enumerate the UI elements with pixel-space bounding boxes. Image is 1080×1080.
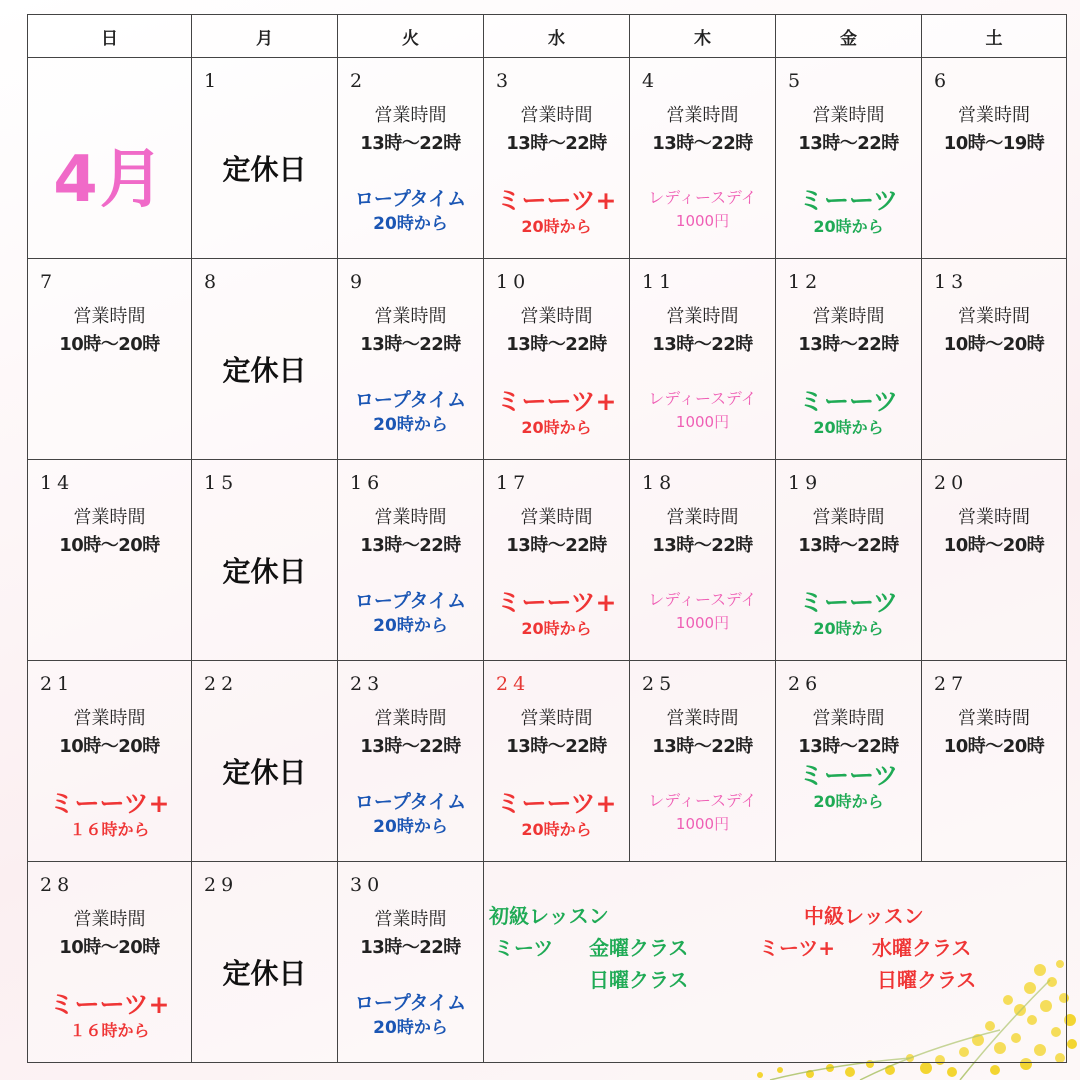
day-cell-25 <box>630 661 776 862</box>
hours-label: 営業時間 <box>958 306 1030 327</box>
hours-time: 10時〜20時 <box>59 736 160 757</box>
day-number: 20 <box>934 472 969 494</box>
beginner-class-friday: 金曜クラス <box>589 936 689 960</box>
hours-time: 13時〜22時 <box>506 535 607 556</box>
day-cell-5 <box>776 58 922 259</box>
hours-label: 営業時間 <box>812 708 885 729</box>
day-cell-23 <box>338 661 484 862</box>
event-start: 20時から <box>373 616 448 636</box>
ladies-day-price: 1000円 <box>675 614 730 632</box>
meets-event: ミーーツ <box>798 588 898 617</box>
rope-time-event: ロープタイム <box>354 590 467 612</box>
day-number: 18 <box>642 472 677 494</box>
day-cell-11 <box>630 259 776 460</box>
day-number: 5 <box>788 70 806 92</box>
day-cell-8 <box>192 259 338 460</box>
meets-plus-event: ミーーツ+ <box>496 186 617 215</box>
hours-time: 10時〜20時 <box>59 535 160 556</box>
closed-label: 定休日 <box>222 354 307 387</box>
closed-label: 定休日 <box>222 957 307 990</box>
day-cell-13 <box>922 259 1067 460</box>
day-number: 4 <box>642 70 660 92</box>
day-cell-6 <box>922 58 1067 259</box>
day-number: 24 <box>496 673 531 695</box>
day-number: 11 <box>642 271 677 293</box>
day-cell-14 <box>28 460 192 661</box>
intermediate-lesson-title: 中級レッスン <box>804 904 924 928</box>
hours-time: 13時〜22時 <box>652 736 753 757</box>
ladies-day-price: 1000円 <box>675 212 730 230</box>
event-start: 20時から <box>521 820 592 839</box>
day-number: 19 <box>788 472 823 494</box>
day-cell-27 <box>922 661 1067 862</box>
day-number: 3 <box>496 70 514 92</box>
day-cell-19 <box>776 460 922 661</box>
event-start: 20時から <box>521 418 592 437</box>
weekday-sun: 日 <box>28 15 192 58</box>
hours-time: 13時〜22時 <box>360 736 461 757</box>
hours-time: 10時〜19時 <box>943 133 1045 154</box>
day-cell-2 <box>338 58 484 259</box>
month-title: 4月 <box>53 143 166 217</box>
beginner-lesson-title: 初級レッスン <box>489 904 609 928</box>
hours-label: 営業時間 <box>812 507 885 528</box>
day-cell-28 <box>28 862 192 1063</box>
event-start: 20時から <box>373 817 448 837</box>
day-number: 17 <box>496 472 531 494</box>
day-cell-21 <box>28 661 192 862</box>
day-cell-3 <box>484 58 630 259</box>
hours-label: 営業時間 <box>73 909 146 930</box>
event-start: 20時から <box>813 418 884 437</box>
event-start: 20時から <box>813 619 884 638</box>
day-number: 9 <box>350 271 368 293</box>
day-cell-15 <box>192 460 338 661</box>
day-number: 27 <box>934 673 969 695</box>
hours-label: 営業時間 <box>520 306 593 327</box>
hours-label: 営業時間 <box>374 306 447 327</box>
hours-label: 営業時間 <box>73 708 146 729</box>
hours-label: 営業時間 <box>666 306 739 327</box>
day-number: 21 <box>40 673 75 695</box>
hours-label: 営業時間 <box>666 708 739 729</box>
day-cell-22 <box>192 661 338 862</box>
meets-plus-event: ミーーツ+ <box>49 990 170 1019</box>
day-number: 28 <box>40 874 75 896</box>
day-number: 22 <box>204 673 239 695</box>
day-cell-18 <box>630 460 776 661</box>
day-cell-16 <box>338 460 484 661</box>
hours-label: 営業時間 <box>958 105 1030 126</box>
meets-event: ミーーツ <box>798 387 898 416</box>
april-calendar <box>27 14 1067 1063</box>
ladies-day-event: レディースデイ <box>648 188 757 207</box>
beginner-class-sunday: 日曜クラス <box>589 968 689 992</box>
hours-time: 13時〜22時 <box>360 937 461 958</box>
ladies-day-event: レディースデイ <box>648 791 757 810</box>
intermediate-lesson-name: ミーツ+ <box>759 936 835 960</box>
hours-time: 10時〜20時 <box>943 334 1045 355</box>
day-cell-4 <box>630 58 776 259</box>
meets-plus-event: ミーーツ+ <box>496 387 617 416</box>
weekday-tue: 火 <box>338 15 484 58</box>
meets-event: ミーーツ <box>798 761 898 790</box>
hours-time: 13時〜22時 <box>798 535 899 556</box>
ladies-day-event: レディースデイ <box>648 590 757 609</box>
weekday-fri: 金 <box>776 15 922 58</box>
day-cell-26 <box>776 661 922 862</box>
intermediate-class-wednesday: 水曜クラス <box>872 936 972 960</box>
rope-time-event: ロープタイム <box>354 389 467 411</box>
day-number: 10 <box>496 271 531 293</box>
event-start: 20時から <box>813 217 884 236</box>
meets-plus-event: ミーーツ+ <box>496 588 617 617</box>
closed-label: 定休日 <box>222 153 307 186</box>
event-start: １６時から <box>69 1021 150 1040</box>
day-number: 12 <box>788 271 823 293</box>
day-cell-20 <box>922 460 1067 661</box>
closed-label: 定休日 <box>222 555 307 588</box>
week-row <box>28 862 1067 1063</box>
hours-time: 13時〜22時 <box>798 133 899 154</box>
day-number: 1 <box>204 70 222 92</box>
hours-time: 13時〜22時 <box>652 133 753 154</box>
hours-time: 10時〜20時 <box>59 334 160 355</box>
day-number: 16 <box>350 472 385 494</box>
event-start: 20時から <box>373 214 448 234</box>
hours-label: 営業時間 <box>520 708 593 729</box>
closed-label: 定休日 <box>222 756 307 789</box>
meets-event: ミーーツ <box>798 186 898 215</box>
day-number: 14 <box>40 472 75 494</box>
hours-label: 営業時間 <box>520 105 593 126</box>
day-cell-9 <box>338 259 484 460</box>
hours-label: 営業時間 <box>73 507 146 528</box>
rope-time-event: ロープタイム <box>354 992 467 1014</box>
ladies-day-price: 1000円 <box>675 815 730 833</box>
hours-time: 13時〜22時 <box>360 535 461 556</box>
day-number: 26 <box>788 673 823 695</box>
lesson-legend-cell <box>484 862 1067 1063</box>
hours-label: 営業時間 <box>958 507 1030 528</box>
hours-time: 13時〜22時 <box>506 334 607 355</box>
hours-time: 10時〜20時 <box>59 937 160 958</box>
hours-label: 営業時間 <box>374 105 447 126</box>
hours-time: 13時〜22時 <box>652 535 753 556</box>
event-start: 20時から <box>521 619 592 638</box>
day-number: 15 <box>204 472 239 494</box>
day-number: 13 <box>934 271 969 293</box>
weekday-mon: 月 <box>192 15 338 58</box>
day-number: 7 <box>40 271 58 293</box>
hours-time: 13時〜22時 <box>798 736 899 757</box>
event-start: 20時から <box>813 792 884 811</box>
day-number: 30 <box>350 874 385 896</box>
day-number: 29 <box>204 874 239 896</box>
meets-plus-event: ミーーツ+ <box>496 789 617 818</box>
month-cell <box>28 58 192 259</box>
weekday-header-row <box>28 15 1067 58</box>
hours-label: 営業時間 <box>812 105 885 126</box>
intermediate-class-sunday: 日曜クラス <box>877 968 977 992</box>
week-row <box>28 58 1067 259</box>
meets-plus-event: ミーーツ+ <box>49 789 170 818</box>
day-number: 23 <box>350 673 385 695</box>
hours-time: 13時〜22時 <box>506 133 607 154</box>
hours-time: 13時〜22時 <box>652 334 753 355</box>
day-cell-7 <box>28 259 192 460</box>
hours-time: 10時〜20時 <box>943 736 1045 757</box>
event-start: 20時から <box>521 217 592 236</box>
day-cell-29 <box>192 862 338 1063</box>
day-cell-30 <box>338 862 484 1063</box>
event-start: 20時から <box>373 1018 448 1038</box>
ladies-day-event: レディースデイ <box>648 389 757 408</box>
day-cell-1 <box>192 58 338 259</box>
day-cell-10 <box>484 259 630 460</box>
day-cell-24 <box>484 661 630 862</box>
hours-time: 13時〜22時 <box>360 133 461 154</box>
hours-label: 営業時間 <box>958 708 1030 729</box>
rope-time-event: ロープタイム <box>354 188 467 210</box>
day-number: 8 <box>204 271 222 293</box>
hours-label: 営業時間 <box>666 507 739 528</box>
hours-label: 営業時間 <box>374 708 447 729</box>
day-cell-17 <box>484 460 630 661</box>
week-row <box>28 460 1067 661</box>
hours-label: 営業時間 <box>73 306 146 327</box>
hours-time: 13時〜22時 <box>506 736 607 757</box>
hours-label: 営業時間 <box>666 105 739 126</box>
hours-label: 営業時間 <box>374 909 447 930</box>
event-start: １６時から <box>69 820 150 839</box>
weekday-thu: 木 <box>630 15 776 58</box>
weekday-sat: 土 <box>922 15 1067 58</box>
day-cell-12 <box>776 259 922 460</box>
day-number: 2 <box>350 70 368 92</box>
day-number: 6 <box>934 70 952 92</box>
hours-time: 13時〜22時 <box>798 334 899 355</box>
week-row <box>28 661 1067 862</box>
hours-time: 13時〜22時 <box>360 334 461 355</box>
event-start: 20時から <box>373 415 448 435</box>
hours-label: 営業時間 <box>374 507 447 528</box>
week-row <box>28 259 1067 460</box>
weekday-wed: 水 <box>484 15 630 58</box>
day-number: 25 <box>642 673 677 695</box>
hours-label: 営業時間 <box>520 507 593 528</box>
rope-time-event: ロープタイム <box>354 791 467 813</box>
hours-time: 10時〜20時 <box>943 535 1045 556</box>
ladies-day-price: 1000円 <box>675 413 730 431</box>
hours-label: 営業時間 <box>812 306 885 327</box>
beginner-lesson-name: ミーツ <box>494 936 554 960</box>
